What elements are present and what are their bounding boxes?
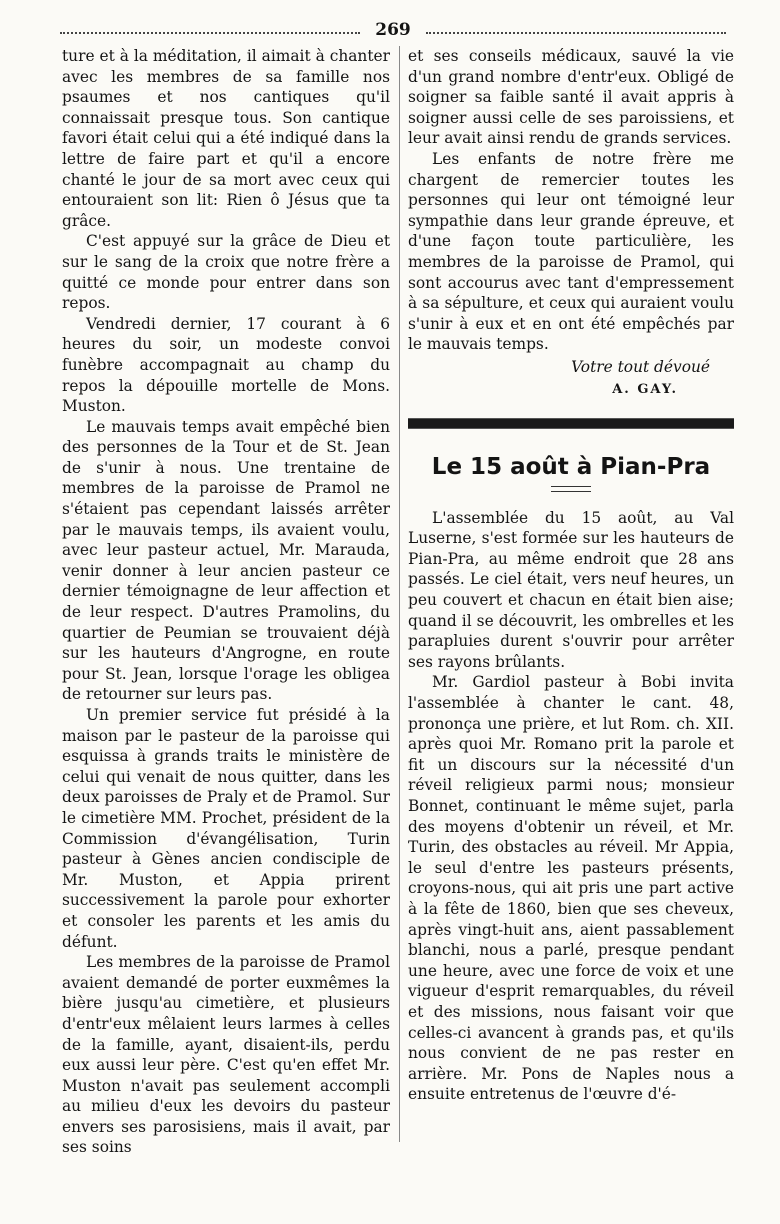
header-rule-left [60,32,360,34]
section-title: Le 15 août à Pian-Pra [431,454,711,481]
left-paragraph-4: Le mauvais temps avait empêché bien des personnes de la Tour et de St. Jean de s'unir à nous. Une trentaine de membres de la paroisse de Pramol ne s'étaient pas cependant laissés arrêter par le mauvais temps, ils avaient voulu, avec leur pasteur actuel, Mr. Marauda, venir donner à leur ancien pasteur ce dernier témoignagne de leur affection et de leur respect. D'autres Pramolins, du quartier de Peumian se trouvaient déjà sur les hauteurs d'Angrogne, en route pour St. Jean, lorsque l'orage les obligea de retourner sur leurs pas. [62,417,390,704]
left-paragraph-5: Un premier service fut présidé à la maison par le pasteur de la paroisse qui esquissa à grands traits le ministère de celui qui venait de nous quitter, dans les deux paroisses de Praly et de Pramol. Sur le cimetière MM. Prochet, président de la Commission d'évangélisation, Turin pasteur à Gènes ancien condisciple de Mr. Muston, et Appia prirent successivement la parole pour exhorter et consoler les parents et les amis du défunt. [62,706,390,951]
left-paragraph-1: ture et à la méditation, il aimait à chanter avec les membres de sa famille nos psaumes et nos cantiques qu'il connaissait presque tous. Son cantique favori était celui qui a été indiqué dans la lettre de faire part et qu'il a encore chanté le jour de sa mort avec ceux qui entouraient son lit: Rien ô Jésus que ta grâce. [62,47,390,230]
letter-signoff: Votre tout dévoué [571,357,710,376]
left-paragraph-6: Les membres de la paroisse de Pramol avaient demandé de porter euxmêmes la bière jusqu'au cimetière, et plusieurs d'entr'eux mêlaient leurs larmes à celles de la famille, ayant, disaient-ils, perdu eux aussi leur père. C'est qu'en effet Mr. Muston n'avait pas seulement accompli au milieu d'eux les devoirs du pasteur envers ses parosisiens, mais il avait, par ses soins [62,953,390,1157]
right-column [408,46,734,1105]
right-paragraph-2: Les enfants de notre frère me chargent de remercier toutes les personnes qui leur ont témoigné leur sympathie dans leur grande épreuve, et d'une façon toute particulière, les membres de la paroisse de Pramol, qui sont accourus avec tant d'empressement à sa sépulture, et ceux qui auraient voulu s'unir à eux et en ont été empêchés par le mauvais temps. [408,149,734,354]
letter-signature: A. GAY. [612,381,678,397]
left-paragraph-3: Vendredi dernier, 17 courant à 6 heures du soir, un modeste convoi funèbre accompagnait au champ du repos la dépouille mortelle de Mons. Muston. [62,314,390,416]
right-paragraph-1: et ses conseils médicaux, sauvé la vie d'un grand nombre d'entr'eux. Obligé de soigner sa faible santé il avait appris à soigner aussi celle de ses paroissiens, et leur avait ainsi rendu de grands services. [408,47,734,148]
right-paragraph-4: Mr. Gardiol pasteur à Bobi invita l'assemblée à chanter le cant. 48, prononça une prière, et lut Rom. ch. XII. après quoi Mr. Romano prit la parole et fit un discours sur la nécessité d'un réveil religieux parmi nous; monsieur Bonnet, continuant le même sujet, parla des moyens d'obtenir un réveil, et Mr. Turin, des obstacles au réveil. Mr Appia, le seul d'entre les pasteurs présents, croyons-nous, qui ait pris une part active à la fête de 1860, bien que ses cheveux, après vingt-huit ans, aient passablement blanchi, nous a parlé, presque pendant une heure, avec une force de voix et une vigueur d'esprit remarquables, du réveil et des missions, nous faisant voir que celles-ci avancent à grands pas, et qu'ils nous convient de ne pas rester en arrière. Mr. Pons de Naples nous a ensuite entretenus de l'œuvre d'é- [408,673,734,1104]
page-number: 269 [375,20,411,40]
page-header [60,20,726,44]
left-paragraph-2: C'est appuyé sur la grâce de Dieu et sur le sang de la croix que notre frère a quitté ce monde pour entrer dans son repos. [62,232,390,313]
header-rule-right [426,32,726,34]
column-divider [399,46,400,1142]
title-underline-rule [551,486,591,492]
right-paragraph-3: L'assemblée du 15 août, au Val Luserne, s'est formée sur les hauteurs de Pian-Pra, au même endroit que 28 ans passés. Le ciel était, vers neuf heures, un peu couvert et chacun en était bien aise; quand il se découvrit, les ombrelles et les parapluies durent s'ouvrir pour arrêter ses rayons brûlants. [408,508,734,671]
left-column [62,46,390,1158]
section-separator-band [408,418,734,429]
